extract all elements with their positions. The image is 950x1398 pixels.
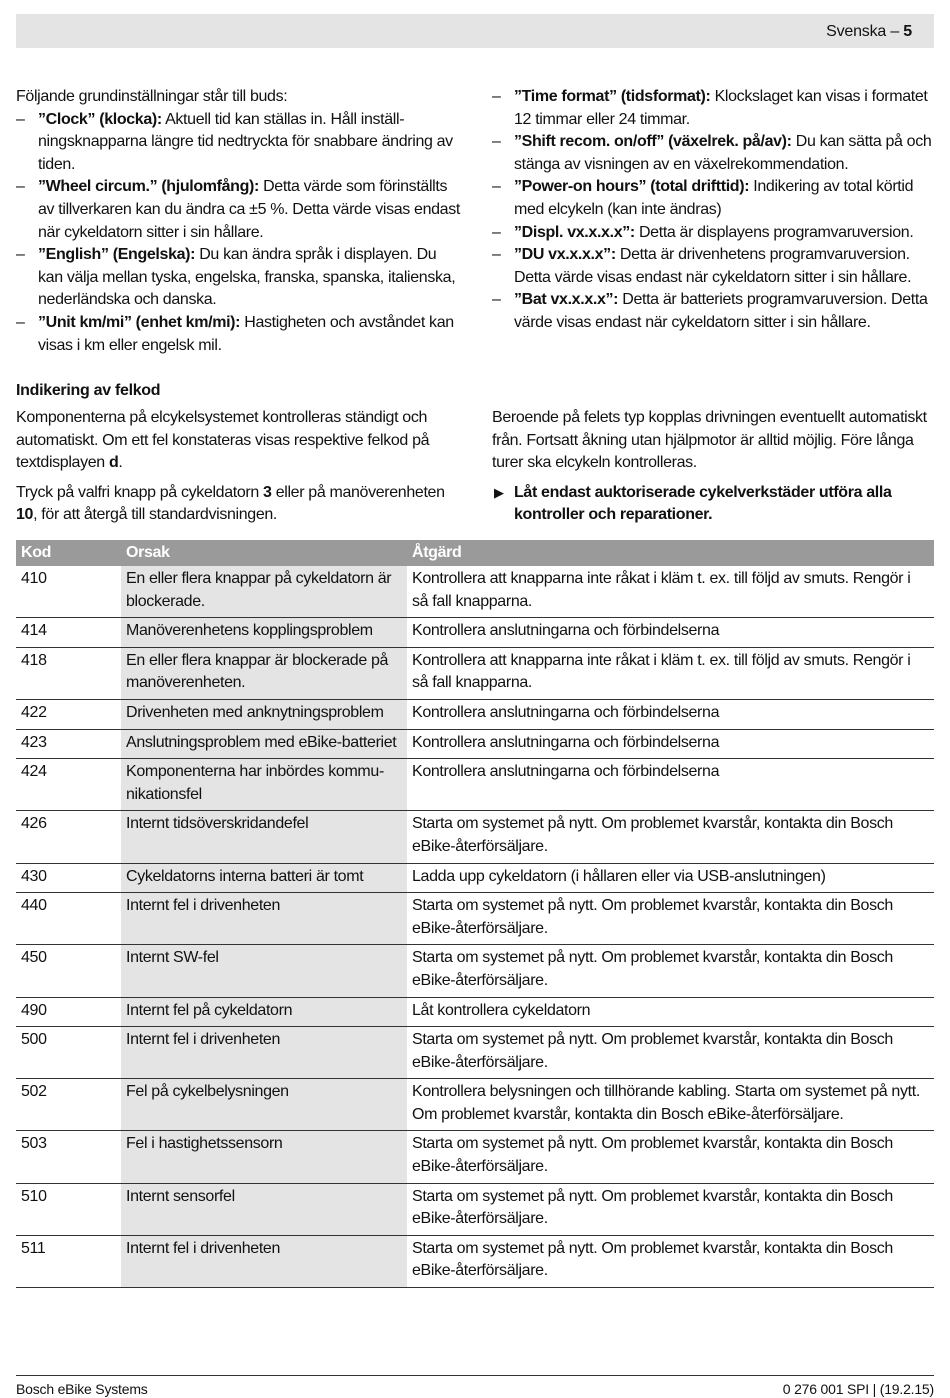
table-body [16,566,934,1288]
cell-action: Starta om systemet på nytt. Om problemet kvarstår, kontakta din Bosch eBike-återförsäljare. [412,815,893,855]
cell-code: 422 [21,703,47,721]
cell-cause: En eller flera knappar är blockerade på manöverenheten. [121,647,407,699]
cell-cause: Drivenheten med anknytningsproblem [121,699,407,729]
error-paragraph-2: Tryck på valfri knapp på cykeldatorn 3 eller på manöverenheten 10, för att återgå till standardvisningen. [16,483,445,524]
settings-intro: Följande grundinställningar står till buds: [16,88,288,105]
cell-code: 500 [21,1031,47,1049]
cell-code: 503 [21,1135,47,1153]
cell-cause: Manöverenhetens kopplingsproblem [121,618,407,648]
cell-cause: Internt fel i drivenheten [121,1235,407,1287]
cell-action: Starta om systemet på nytt. Om problemet kvarstår, kontakta din Bosch eBike-återförsäljare. [412,897,893,937]
cell-code: 414 [21,622,47,640]
table-row [16,997,934,1027]
cell-code: 510 [21,1187,47,1205]
settings-item-text: Detta värde som förinställts av tillverkaren kan du ändra ca ±5 %. Detta värde visas endast när cykeldatorn sitter i sin hållare. [38,178,460,241]
table-row [16,1131,934,1183]
cell-cause: Internt SW-fel [121,945,407,997]
settings-item-power-on-hours: – ”Power-on hours” (total drifttid): Indikering av total körtid med elcykeln (kan inte ändras) [492,178,914,218]
header-language: Svenska [826,23,887,40]
footer-company: Bosch eBike Systems [16,1381,148,1397]
settings-item-text: Hastigheten och avståndet kan visas i km eller engelsk mil. [38,313,454,354]
settings-item-shift-recom: – ”Shift recom. on/off” (växelrek. på/av): Du kan sätta på och stänga av visningen av en växelrekommendation. [492,133,932,173]
settings-item-label: ”Shift recom. on/off” (växelrek. på/av): [514,133,792,151]
settings-item-label: ”Displ. vx.x.x.x”: [514,223,635,241]
cell-action: Starta om systemet på nytt. Om problemet kvarstår, kontakta din Bosch eBike-återförsäljare. [412,1187,893,1228]
cell-action: Låt kontrollera cykeldatorn [412,1001,591,1019]
table-row [16,1235,934,1287]
cell-code: 418 [21,651,47,669]
error-right-column [492,407,938,527]
cell-cause: Komponenterna har inbördes kommunikationsfel [121,759,407,811]
cell-code: 502 [21,1083,47,1101]
table-row [16,811,934,863]
settings-left-column [16,86,462,357]
cell-action: Starta om systemet på nytt. Om problemet kvarstår, kontakta din Bosch eBike-återförsäljare. [412,1031,893,1071]
cell-cause: Fel i hastighetssensorn [121,1131,407,1183]
settings-item-label: ”DU vx.x.x.x”: [514,246,616,264]
cell-cause: Internt fel på cykeldatorn [121,997,407,1027]
warning-note [492,482,938,527]
column-header-cause: Orsak [121,540,407,566]
cell-action: Kontrollera anslutningarna och förbindelserna [412,622,720,640]
cell-code: 440 [21,897,47,915]
footer-divider [16,1375,934,1376]
cell-action: Kontrollera anslutningarna och förbindelserna [412,763,720,781]
footer-doc-id: 0 276 001 SPI | (19.2.15) [782,1381,934,1397]
cell-action: Kontrollera belysningen och tillhörande kabling. Starta om systemet på nytt. Om problemet kvarstår, kontakta din Bosch eBike-återförsäljare. [412,1083,920,1123]
error-code-table [16,540,934,1288]
cell-code: 511 [21,1239,46,1257]
table-row [16,729,934,759]
cell-cause: Internt fel i drivenheten [121,1027,407,1079]
column-header-code: Kod [16,540,121,566]
error-paragraph-1: Komponenterna på elcykelsystemet kontrolleras ständigt och automatiskt. Om ett fel konstateras visas respektive felkod på textdisplayen d. [16,409,430,472]
cell-cause: Fel på cykelbelysningen [121,1079,407,1131]
table-row [16,566,934,618]
table-row [16,1079,934,1131]
settings-item-label: ”Time format” (tidsformat): [514,88,711,105]
table-header-row [16,540,934,566]
table-row [16,759,934,811]
cell-action: Kontrollera att knapparna inte råkat i kläm t. ex. till följd av smuts. Rengör i så fall knapparna. [412,570,911,610]
cell-code: 410 [21,570,47,587]
settings-item-text: Du kan sätta på och stänga av visningen av en växelrekommendation. [514,133,932,173]
cell-action: Starta om systemet på nytt. Om problemet kvarstår, kontakta din Bosch eBike-återförsäljare. [412,1135,893,1176]
settings-item-displ-version: – ”Displ. vx.x.x.x”: Detta är displayens programvaruversion. [492,223,914,241]
settings-item-text: Klockslaget kan visas i formatet 12 timmar eller 24 timmar. [514,88,928,128]
settings-item-english: – ”English” (Engelska): Du kan ändra språk i displayen. Du kan välja mellan tyska, engelska, franska, spanska, italienska, nederländska och danska. [16,246,456,309]
cell-action: Kontrollera att knapparna inte råkat i kläm t. ex. till följd av smuts. Rengör i så fall knapparna. [412,651,911,692]
page-header [16,14,934,48]
cell-code: 424 [21,763,47,781]
settings-item-label: ”Unit km/mi” (enhet km/mi): [38,313,241,331]
settings-item-label: ”Bat vx.x.x.x”: [514,291,619,309]
cell-action: Ladda upp cykeldatorn (i hållaren eller via USB-anslutningen) [412,867,826,885]
cell-cause: Cykeldatorns interna batteri är tomt [121,863,407,893]
cell-cause: Internt sensorfel [121,1183,407,1235]
settings-item-text: Aktuell tid kan ställas in. Håll inställningsknapparna längre tid nedtryckta för snabbare ändring av tiden. [38,110,453,173]
cell-code: 423 [21,733,47,751]
cell-action: Kontrollera anslutningarna och förbindelserna [412,703,720,721]
cell-action: Kontrollera anslutningarna och förbindelserna [412,733,720,751]
header-separator: – [886,23,904,40]
warning-text: Låt endast auktoriserade cykelverkstäder utföra alla kontroller och reparationer. [514,483,892,524]
settings-right-column [492,86,938,335]
settings-item-unit: – ”Unit km/mi” (enhet km/mi): Hastigheten och avståndet kan visas i km eller engelsk mil. [16,313,454,354]
column-header-action: Åtgärd [407,540,934,566]
settings-item-time-format: – ”Time format” (tidsformat): Klockslaget kan visas i formatet 12 timmar eller 24 timmar. [492,88,928,128]
settings-item-label: ”Clock” (klocka): [38,110,162,128]
cell-cause: En eller flera knappar på cykeldatorn är blockerade. [121,566,407,618]
error-paragraph-3: Beroende på felets typ kopplas drivningen eventuellt automatiskt från. Fortsatt åkning utan hjälpmotor är alltid möjlig. Före långa turer ska elcykeln kontrolleras. [492,409,927,472]
settings-item-label: ”Power-on hours” (total drifttid): [514,178,750,196]
cell-cause: Internt tidsöverskridandefel [121,811,407,863]
settings-item-bat-version: – ”Bat vx.x.x.x”: Detta är batteriets programvaruversion. Detta värde visas endast när cykeldatorn sitter i sin hållare. [492,291,928,331]
cell-action: Starta om systemet på nytt. Om problemet kvarstår, kontakta din Bosch eBike-återförsäljare. [412,1239,893,1280]
page-header-text [826,21,912,44]
error-left-column [16,407,462,534]
cell-cause: Internt fel i drivenheten [121,893,407,945]
settings-item-text: Detta är displayens programvaruversion. [634,223,914,241]
cell-cause: Anslutningsproblem med eBike-batteriet [121,729,407,759]
table-row [16,893,934,945]
settings-item-text: Indikering av total körtid med elcykeln (kan inte ändras) [514,178,914,218]
settings-item-wheel-circum: – ”Wheel circum.” (hjulomfång): Detta värde som förinställts av tillverkaren kan du ändra ca ±5 %. Detta värde visas endast när cykeldatorn sitter i sin hållare. [16,178,460,241]
settings-item-label: ”Wheel circum.” (hjulomfång): [38,178,259,196]
table-row [16,863,934,893]
table-row [16,1027,934,1079]
section-heading-error-codes: Indikering av felkod [16,382,161,399]
settings-item-label: ”English” (Engelska): [38,246,196,264]
settings-item-text: Du kan ändra språk i displayen. Du kan välja mellan tyska, engelska, franska, spanska, italienska, nederländska och danska. [38,246,456,309]
cell-code: 490 [21,1001,47,1019]
settings-item-du-version: – ”DU vx.x.x.x”: Detta är drivenhetens programvaruversion. Detta värde visas endast när cykeldatorn sitter i sin hållare. [492,246,912,286]
cell-action: Starta om systemet på nytt. Om problemet kvarstår, kontakta din Bosch eBike-återförsäljare. [412,949,893,989]
table-row [16,1183,934,1235]
page-number: 5 [903,23,912,40]
cell-code: 430 [21,867,47,885]
table-row [16,647,934,699]
table-row [16,945,934,997]
triangle-right-icon: ▶ [494,484,504,500]
settings-item-text: Detta är drivenhetens programvaruversion. Detta värde visas endast när cykeldatorn sitter i sin hållare. [514,246,912,286]
table-row [16,699,934,729]
table-row [16,618,934,648]
cell-code: 426 [21,815,47,833]
cell-code: 450 [21,949,47,967]
settings-item-text: Detta är batteriets programvaruversion. Detta värde visas endast när cykeldatorn sitter i sin hållare. [514,291,928,331]
settings-item-clock: – ”Clock” (klocka): Aktuell tid kan ställas in. Håll inställningsknapparna längre tid nedtryckta för snabbare ändring av tiden. [16,110,453,173]
